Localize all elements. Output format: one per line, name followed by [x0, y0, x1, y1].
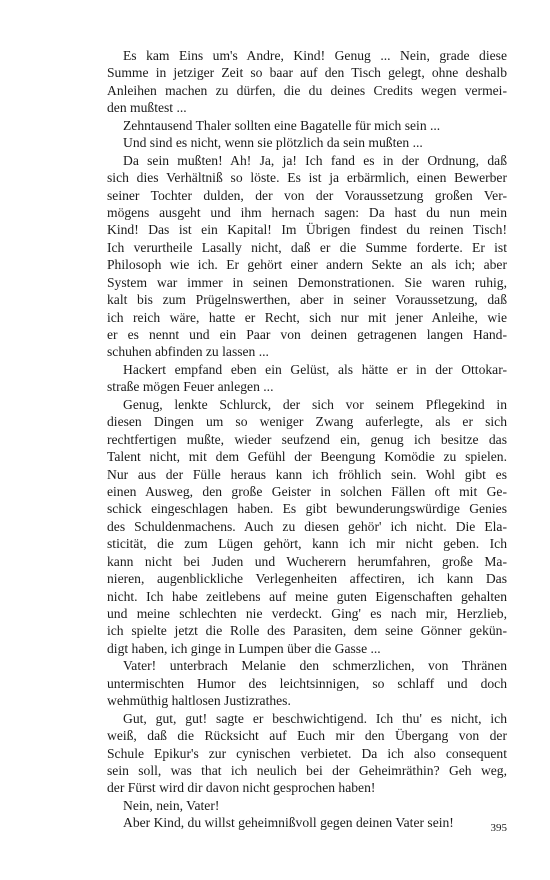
- paragraph: [107, 396, 507, 658]
- text-line: Hackert empfand eben ein Gelüst, als hätte er in der Ottokar-: [123, 361, 507, 377]
- text-line: Genug, lenkte Schlurck, der sich vor seinem Pflegekind in: [123, 396, 507, 412]
- paragraph: [107, 47, 507, 117]
- text-line: Kind! Das ist ein Kapital! Im Übrigen findest du reinen Tisch!: [107, 222, 507, 238]
- paragraph: [107, 814, 507, 831]
- text-line: diesen Dingen um so weniger Zwang auferlegte, als er sich: [107, 414, 507, 430]
- paragraph: [107, 152, 507, 361]
- text-line: kalt bis zum Prügelnswerthen, aber in seiner Voraussetzung, daß: [107, 292, 507, 308]
- text-line: seiner Tochter dulden, der von der Voraussetzung großen Ver-: [107, 187, 507, 203]
- text-line: des Schuldenmachens. Auch zu diesen gehör' ich nicht. Die Ela-: [107, 518, 507, 534]
- text-line: Ich verurtheile Lasally nicht, daß er die Summe forderte. Er ist: [107, 239, 507, 255]
- text-line: Gut, gut, gut! sagte er beschwichtigend. Ich thu' es nicht, ich: [123, 710, 507, 726]
- paragraph: [107, 657, 507, 709]
- text-line: Nein, nein, Vater!: [123, 797, 220, 813]
- page-body: [107, 47, 507, 832]
- text-line: den mußtest ...: [107, 100, 187, 116]
- text-line: Nur aus der Fülle heraus kann ich fröhlich sein. Wohl gibt es: [107, 466, 507, 482]
- text-line: straße mögen Feuer anlegen ...: [107, 379, 274, 395]
- text-line: Talent nicht, mit dem Gefühl der Beengung Komödie zu spielen.: [107, 449, 507, 465]
- text-line: Schule Epikur's zur cynischen verbietet. Da ich also consequent: [107, 745, 507, 761]
- text-line: Vater! unterbrach Melanie den schmerzlichen, von Thränen: [123, 658, 507, 674]
- text-line: nicht. Ich habe zeitlebens auf meine guten Eigenschaften gehalten: [107, 588, 507, 604]
- paragraph: [107, 134, 507, 151]
- text-line: sein soll, was that ich neulich bei der Geheimräthin? Geh weg,: [107, 762, 507, 778]
- text-line: rechtfertigen mußte, wieder seufzend ein, genug ich besitze das: [107, 431, 507, 447]
- paragraph: [107, 710, 507, 797]
- paragraph: [107, 797, 507, 814]
- text-line: wehmüthig haltlosen Justizrathes.: [107, 693, 291, 709]
- text-line: Da sein mußten! Ah! Ja, ja! Ich fand es in der Ordnung, daß: [123, 152, 507, 168]
- text-line: er es nennt und ein Paar von deinen getragenen langen Hand-: [107, 327, 507, 342]
- text-line: untermischten Humor des leichtsinnigen, so schlaff und doch: [107, 675, 507, 691]
- text-line: kann nicht bei Juden und Wucherern herumfahren, große Ma-: [107, 553, 507, 569]
- text-line: sich dies Verhältniß so löste. Es ist ja erbärmlich, einen Bewerber: [107, 170, 507, 186]
- text-line: und meine schlechten nie verdeckt. Ging' es nach mir, Herzlieb,: [107, 606, 507, 621]
- text-line: schuhen abfinden zu lassen ...: [107, 344, 269, 360]
- text-line: ich spielte jetzt die Rolle des Parasiten, dem seine Gönner gekün-: [107, 623, 507, 639]
- text-line: Anleihen machen zu dürfen, die du deines Credits wegen vermei-: [107, 82, 507, 98]
- text-line: Und sind es nicht, wenn sie plötzlich da sein mußten ...: [123, 135, 423, 151]
- text-line: mögens ausgeht und ihm hernach sagen: Da hast du nun mein: [107, 204, 507, 220]
- text-line: Zehntausend Thaler sollten eine Bagatelle für mich sein ...: [123, 117, 441, 133]
- text-line: nieren, augenblickliche Verlegenheiten affectiren, ich kann Das: [107, 571, 507, 587]
- paragraph: [107, 361, 507, 396]
- text-line: Es kam Eins um's Andre, Kind! Genug ... Nein, grade diese: [123, 48, 507, 63]
- text-line: Philosoph wie ich. Er gehört einer andern Sekte an als ich; aber: [107, 257, 507, 273]
- text-line: weiß, daß die Rücksicht auf Euch mir den Übergang von der: [107, 728, 507, 744]
- text-line: digt haben, ich ginge in Lumpen über die Gasse ...: [107, 640, 381, 656]
- text-line: der Fürst wird dir davon nicht gesprochen haben!: [107, 780, 376, 796]
- text-line: ich reich wäre, hatte er Recht, sich nur mit jener Anleihe, wie: [107, 309, 507, 325]
- text-line: einen Ausweg, den große Geister in solchen Fällen oft mit Ge-: [107, 483, 507, 499]
- page-number: 395: [490, 822, 507, 834]
- text-line: System war immer in seinen Demonstrationen. Sie waren ruhig,: [107, 274, 507, 290]
- text-line: schick eingeschlagen haben. Es gibt bewunderungswürdige Genies: [107, 501, 507, 517]
- paragraph: [107, 117, 507, 134]
- text-line: sticität, die zum Lügen gehört, kann ich mir nicht geben. Ich: [107, 536, 507, 552]
- text-line: Summe in jetziger Zeit so baar auf den Tisch gelegt, ohne deshalb: [107, 65, 507, 81]
- text-line: Aber Kind, du willst geheimnißvoll gegen deinen Vater sein!: [123, 815, 454, 831]
